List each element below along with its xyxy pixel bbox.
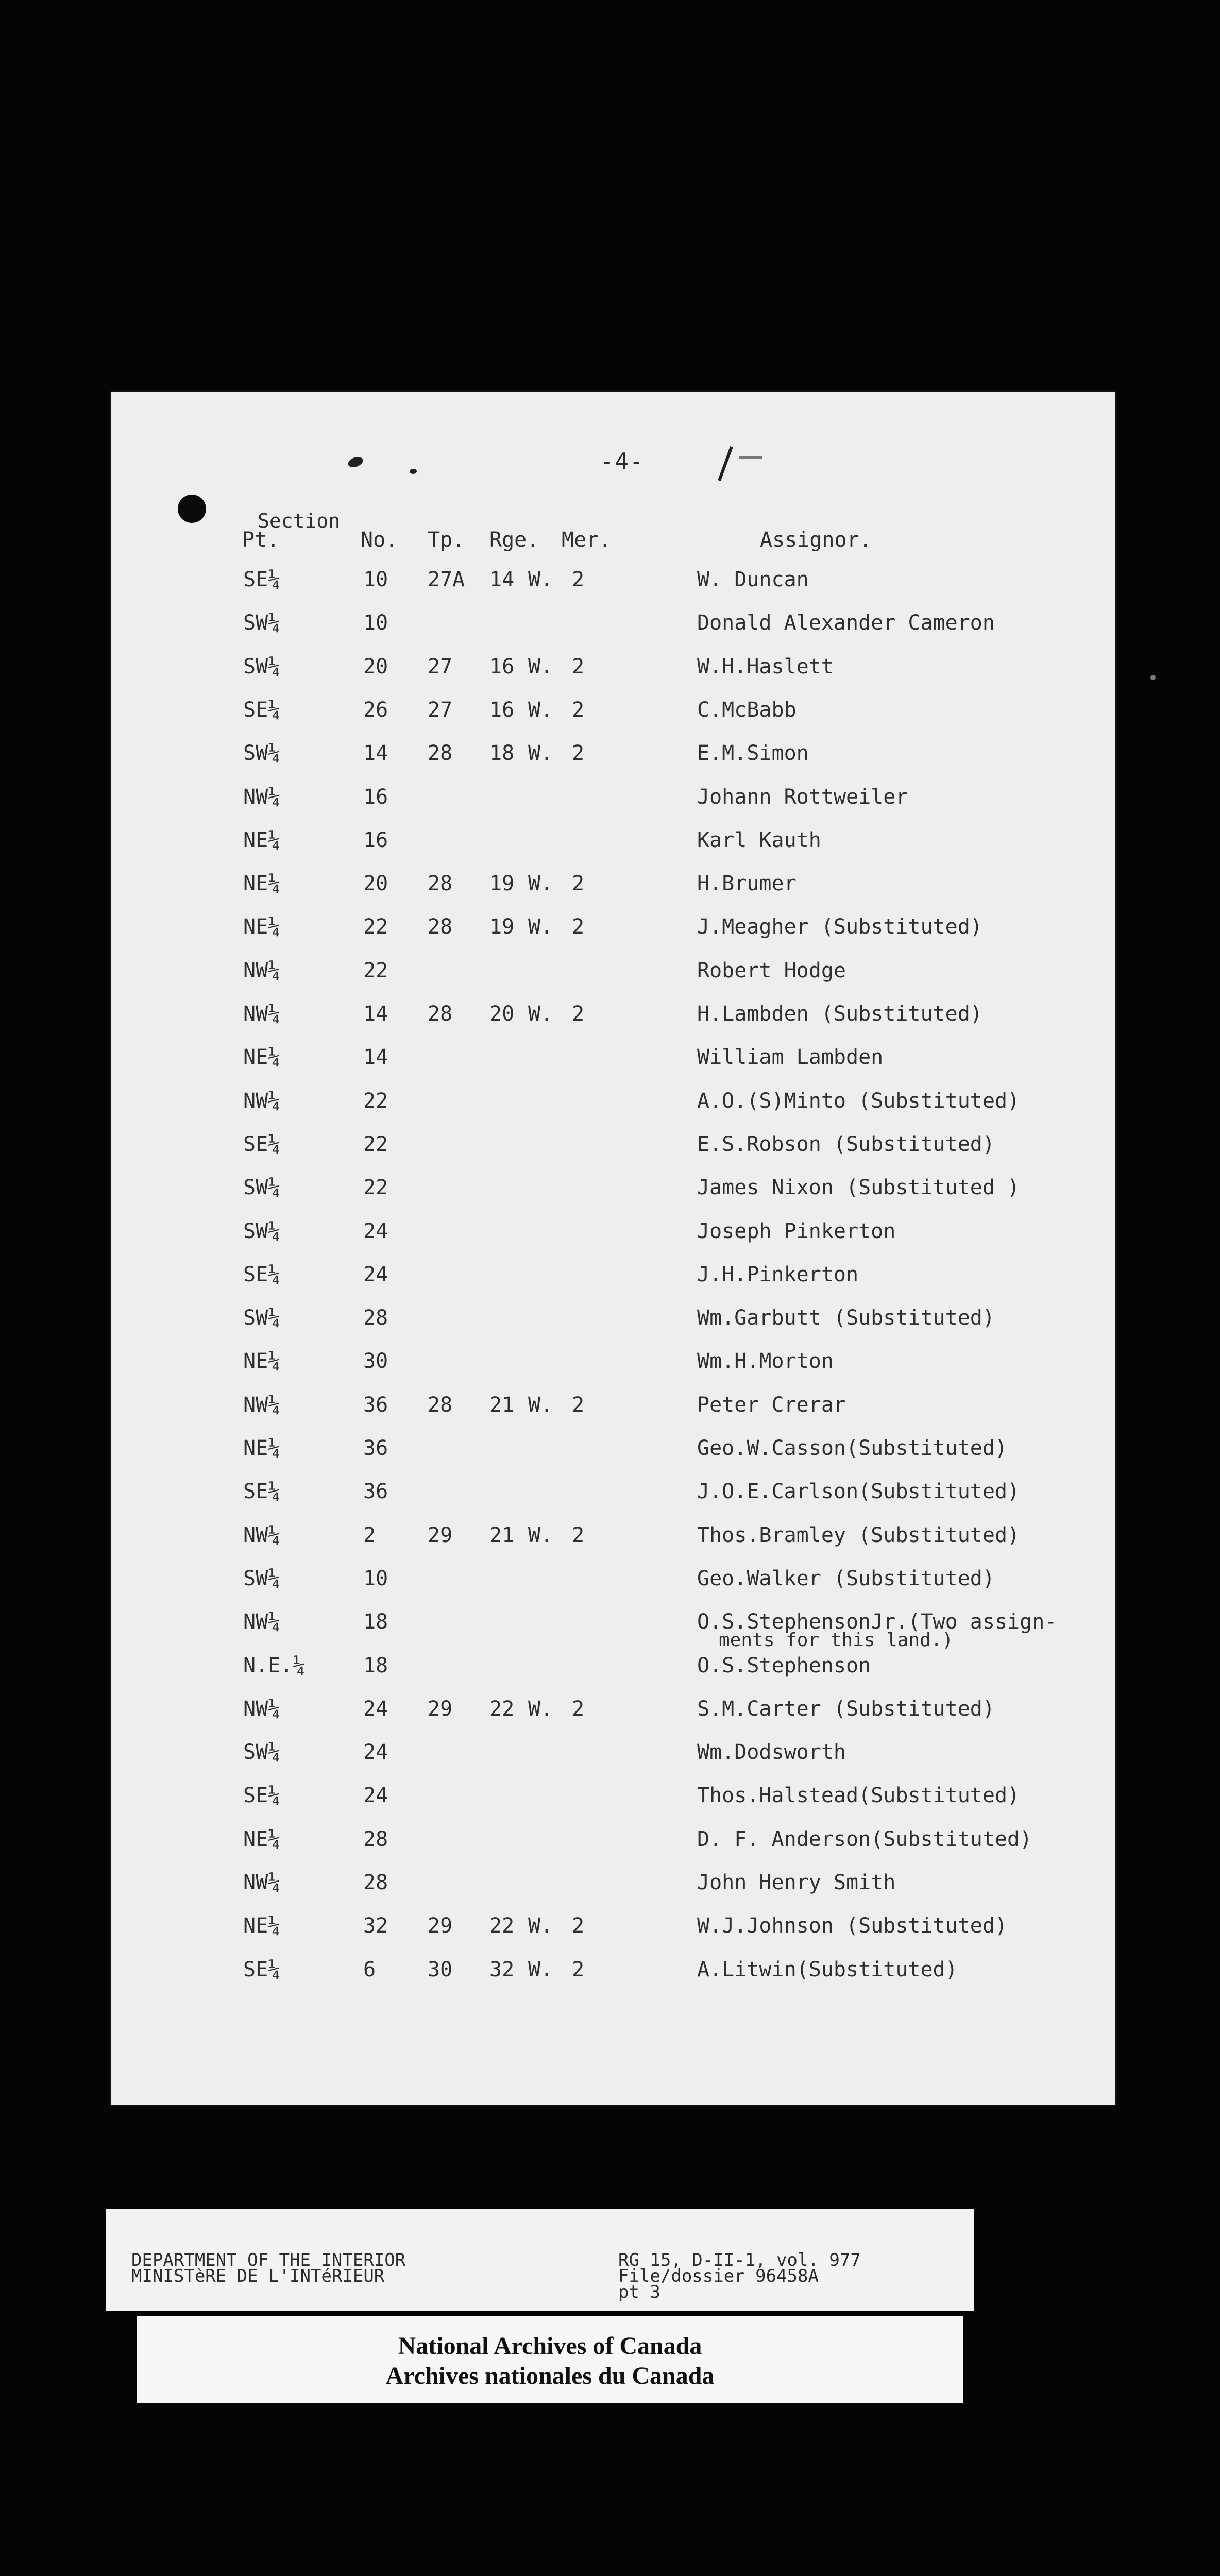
row-assignor: O.S.Stephenson — [697, 1654, 871, 1677]
row-tp: 28 — [428, 1002, 453, 1026]
row-assignor: Karl Kauth — [697, 828, 821, 852]
row-assignor: Wm.Dodsworth — [697, 1740, 846, 1764]
row-pt: NW¼ — [243, 1523, 281, 1547]
archive-label — [137, 2316, 963, 2403]
row-tp: 28 — [428, 915, 453, 939]
row-tp: 27A — [428, 568, 465, 591]
row-assignor: Wm.Garbutt (Substituted) — [697, 1306, 995, 1330]
header-mer: Mer. — [562, 528, 612, 552]
row-assignor: Peter Crerar — [697, 1393, 846, 1417]
row-assignor: C.McBabb — [697, 698, 797, 722]
row-assignor: W.H.Haslett — [697, 655, 834, 679]
reference-card — [106, 2209, 974, 2311]
row-w: W. — [528, 1523, 553, 1547]
row-assignor: Johann Rottweiler — [697, 785, 908, 809]
row-pt: SW¼ — [243, 741, 281, 765]
header-no: No. — [361, 528, 398, 552]
row-mer: 2 — [572, 1002, 585, 1026]
row-pt: SW¼ — [243, 1219, 281, 1243]
header-assignor: Assignor. — [760, 528, 872, 552]
row-assignor: W. Duncan — [697, 568, 809, 591]
row-tp: 29 — [428, 1523, 453, 1547]
row-rge: 22 — [489, 1914, 515, 1938]
header-tp: Tp. — [428, 528, 465, 552]
record-group: RG 15, D-II-1, vol. 977 — [618, 2250, 861, 2270]
row-w: W. — [528, 1914, 553, 1938]
row-assignor: William Lambden — [697, 1045, 884, 1069]
row-assignor: John Henry Smith — [697, 1871, 896, 1894]
row-no: 28 — [363, 1871, 388, 1894]
row-tp: 28 — [428, 1393, 453, 1417]
row-assignor: Wm.H.Morton — [697, 1349, 834, 1373]
row-no: 2 — [363, 1523, 376, 1547]
row-assignor: S.M.Carter (Substituted) — [697, 1697, 995, 1721]
row-rge: 16 — [489, 698, 515, 722]
row-pt: NE¼ — [243, 872, 281, 895]
row-w: W. — [528, 1697, 553, 1721]
row-no: 10 — [363, 611, 388, 635]
row-no: 14 — [363, 1045, 388, 1069]
row-no: 36 — [363, 1480, 388, 1503]
row-no: 28 — [363, 1306, 388, 1330]
row-pt: SW¼ — [243, 611, 281, 635]
row-pt: SW¼ — [243, 1567, 281, 1590]
row-no: 22 — [363, 1132, 388, 1156]
row-pt: NW¼ — [243, 1089, 281, 1113]
row-assignor: D. F. Anderson(Substituted) — [697, 1827, 1032, 1851]
row-pt: NW¼ — [243, 1871, 281, 1894]
row-pt: NE¼ — [243, 915, 281, 939]
row-no: 28 — [363, 1827, 388, 1851]
row-rge: 21 — [489, 1393, 515, 1417]
row-no: 26 — [363, 698, 388, 722]
row-no: 30 — [363, 1349, 388, 1373]
row-assignor: W.J.Johnson (Substituted) — [697, 1914, 1008, 1938]
row-tp: 28 — [428, 741, 453, 765]
department-name-fr: MINISTèRE DE L'INTéRIEUR — [131, 2266, 385, 2286]
row-mer: 2 — [572, 698, 585, 722]
row-pt: NE¼ — [243, 1349, 281, 1373]
row-no: 22 — [363, 959, 388, 982]
department-name-en: DEPARTMENT OF THE INTERIOR — [131, 2250, 406, 2270]
ink-mark — [347, 455, 364, 469]
row-rge: 14 — [489, 568, 515, 591]
row-rge: 22 — [489, 1697, 515, 1721]
row-no: 24 — [363, 1697, 388, 1721]
row-no: 22 — [363, 1176, 388, 1199]
row-w: W. — [528, 698, 553, 722]
archive-name-en: National Archives of Canada — [398, 2332, 702, 2360]
header-rge: Rge. — [489, 528, 539, 552]
page-number: -4- — [600, 448, 645, 474]
row-w: W. — [528, 872, 553, 895]
row-no: 24 — [363, 1784, 388, 1807]
row-mer: 2 — [572, 1697, 585, 1721]
row-assignor: O.S.StephensonJr.(Two assign- — [697, 1610, 1057, 1634]
row-pt: NW¼ — [243, 1697, 281, 1721]
row-pt: NW¼ — [243, 1610, 281, 1634]
row-assignor: Robert Hodge — [697, 959, 846, 982]
row-mer: 2 — [572, 1523, 585, 1547]
row-tp: 28 — [428, 872, 453, 895]
row-no: 20 — [363, 655, 388, 679]
row-pt: SW¼ — [243, 655, 281, 679]
archive-name-fr: Archives nationales du Canada — [385, 2362, 715, 2389]
file-number: File/dossier 96458A — [618, 2266, 819, 2286]
row-w: W. — [528, 741, 553, 765]
row-pt: SE¼ — [243, 1132, 281, 1156]
row-pt: SE¼ — [243, 1784, 281, 1807]
row-no: 16 — [363, 828, 388, 852]
row-note: ments for this land.) — [719, 1630, 954, 1651]
row-mer: 2 — [572, 568, 585, 591]
row-pt: SE¼ — [243, 1480, 281, 1503]
row-w: W. — [528, 915, 553, 939]
row-mer: 2 — [572, 1393, 585, 1417]
header-pt: Pt. — [242, 528, 280, 552]
document-sheet — [111, 392, 1115, 2105]
row-mer: 2 — [572, 741, 585, 765]
row-no: 10 — [363, 568, 388, 591]
row-assignor: H.Brumer — [697, 872, 797, 895]
row-no: 24 — [363, 1219, 388, 1243]
row-no: 20 — [363, 872, 388, 895]
row-no: 18 — [363, 1610, 388, 1634]
row-no: 24 — [363, 1263, 388, 1286]
row-no: 16 — [363, 785, 388, 809]
row-mer: 2 — [572, 915, 585, 939]
row-mer: 2 — [572, 1914, 585, 1938]
header-section: Section — [258, 510, 341, 532]
row-assignor: Donald Alexander Cameron — [697, 611, 995, 635]
row-rge: 19 — [489, 872, 515, 895]
row-no: 22 — [363, 1089, 388, 1113]
row-rge: 21 — [489, 1523, 515, 1547]
row-pt: NE¼ — [243, 1045, 281, 1069]
row-assignor: A.O.(S)Minto (Substituted) — [697, 1089, 1020, 1113]
file-part: pt 3 — [618, 2282, 660, 2302]
row-no: 32 — [363, 1914, 388, 1938]
row-assignor: E.M.Simon — [697, 741, 809, 765]
row-assignor: Thos.Halstead(Substituted) — [697, 1784, 1020, 1807]
row-assignor: Thos.Bramley (Substituted) — [697, 1523, 1020, 1547]
row-rge: 19 — [489, 915, 515, 939]
row-pt: NE¼ — [243, 828, 281, 852]
row-assignor: J.Meagher (Substituted) — [697, 915, 982, 939]
row-assignor: Geo.Walker (Substituted) — [697, 1567, 995, 1590]
row-pt: SE¼ — [243, 1263, 281, 1286]
ink-speck — [1150, 675, 1156, 680]
row-pt: NW¼ — [243, 1002, 281, 1026]
row-rge: 20 — [489, 1002, 515, 1026]
row-w: W. — [528, 1958, 553, 1981]
row-pt: N.E.¼ — [243, 1654, 306, 1677]
row-tp: 27 — [428, 655, 453, 679]
row-tp: 29 — [428, 1914, 453, 1938]
punch-hole — [178, 495, 206, 523]
row-pt: NW¼ — [243, 959, 281, 982]
row-rge: 18 — [489, 741, 515, 765]
row-pt: NE¼ — [243, 1914, 281, 1938]
row-pt: SE¼ — [243, 568, 281, 591]
row-assignor: E.S.Robson (Substituted) — [697, 1132, 995, 1156]
row-pt: SE¼ — [243, 1958, 281, 1981]
row-pt: NW¼ — [243, 785, 281, 809]
row-tp: 29 — [428, 1697, 453, 1721]
row-tp: 30 — [428, 1958, 453, 1981]
row-mer: 2 — [572, 655, 585, 679]
row-assignor: J.O.E.Carlson(Substituted) — [697, 1480, 1020, 1503]
pencil-mark — [718, 446, 733, 481]
pencil-mark — [739, 456, 763, 459]
row-no: 14 — [363, 741, 388, 765]
row-no: 22 — [363, 915, 388, 939]
row-pt: NE¼ — [243, 1436, 281, 1460]
row-w: W. — [528, 1002, 553, 1026]
row-no: 18 — [363, 1654, 388, 1677]
row-assignor: J.H.Pinkerton — [697, 1263, 859, 1286]
row-tp: 27 — [428, 698, 453, 722]
row-pt: SW¼ — [243, 1740, 281, 1764]
row-no: 36 — [363, 1436, 388, 1460]
row-no: 14 — [363, 1002, 388, 1026]
row-no: 24 — [363, 1740, 388, 1764]
row-no: 6 — [363, 1958, 376, 1981]
row-pt: SW¼ — [243, 1176, 281, 1199]
row-w: W. — [528, 1393, 553, 1417]
row-rge: 16 — [489, 655, 515, 679]
row-pt: SW¼ — [243, 1306, 281, 1330]
row-assignor: A.Litwin(Substituted) — [697, 1958, 958, 1981]
row-pt: SE¼ — [243, 698, 281, 722]
row-w: W. — [528, 655, 553, 679]
ink-mark — [410, 469, 417, 474]
row-no: 10 — [363, 1567, 388, 1590]
row-no: 36 — [363, 1393, 388, 1417]
row-assignor: Joseph Pinkerton — [697, 1219, 896, 1243]
row-rge: 32 — [489, 1958, 515, 1981]
row-assignor: Geo.W.Casson(Substituted) — [697, 1436, 1008, 1460]
row-assignor: H.Lambden (Substituted) — [697, 1002, 982, 1026]
row-assignor: James Nixon (Substituted ) — [697, 1176, 1020, 1199]
row-mer: 2 — [572, 1958, 585, 1981]
row-pt: NE¼ — [243, 1827, 281, 1851]
row-pt: NW¼ — [243, 1393, 281, 1417]
row-mer: 2 — [572, 872, 585, 895]
row-w: W. — [528, 568, 553, 591]
